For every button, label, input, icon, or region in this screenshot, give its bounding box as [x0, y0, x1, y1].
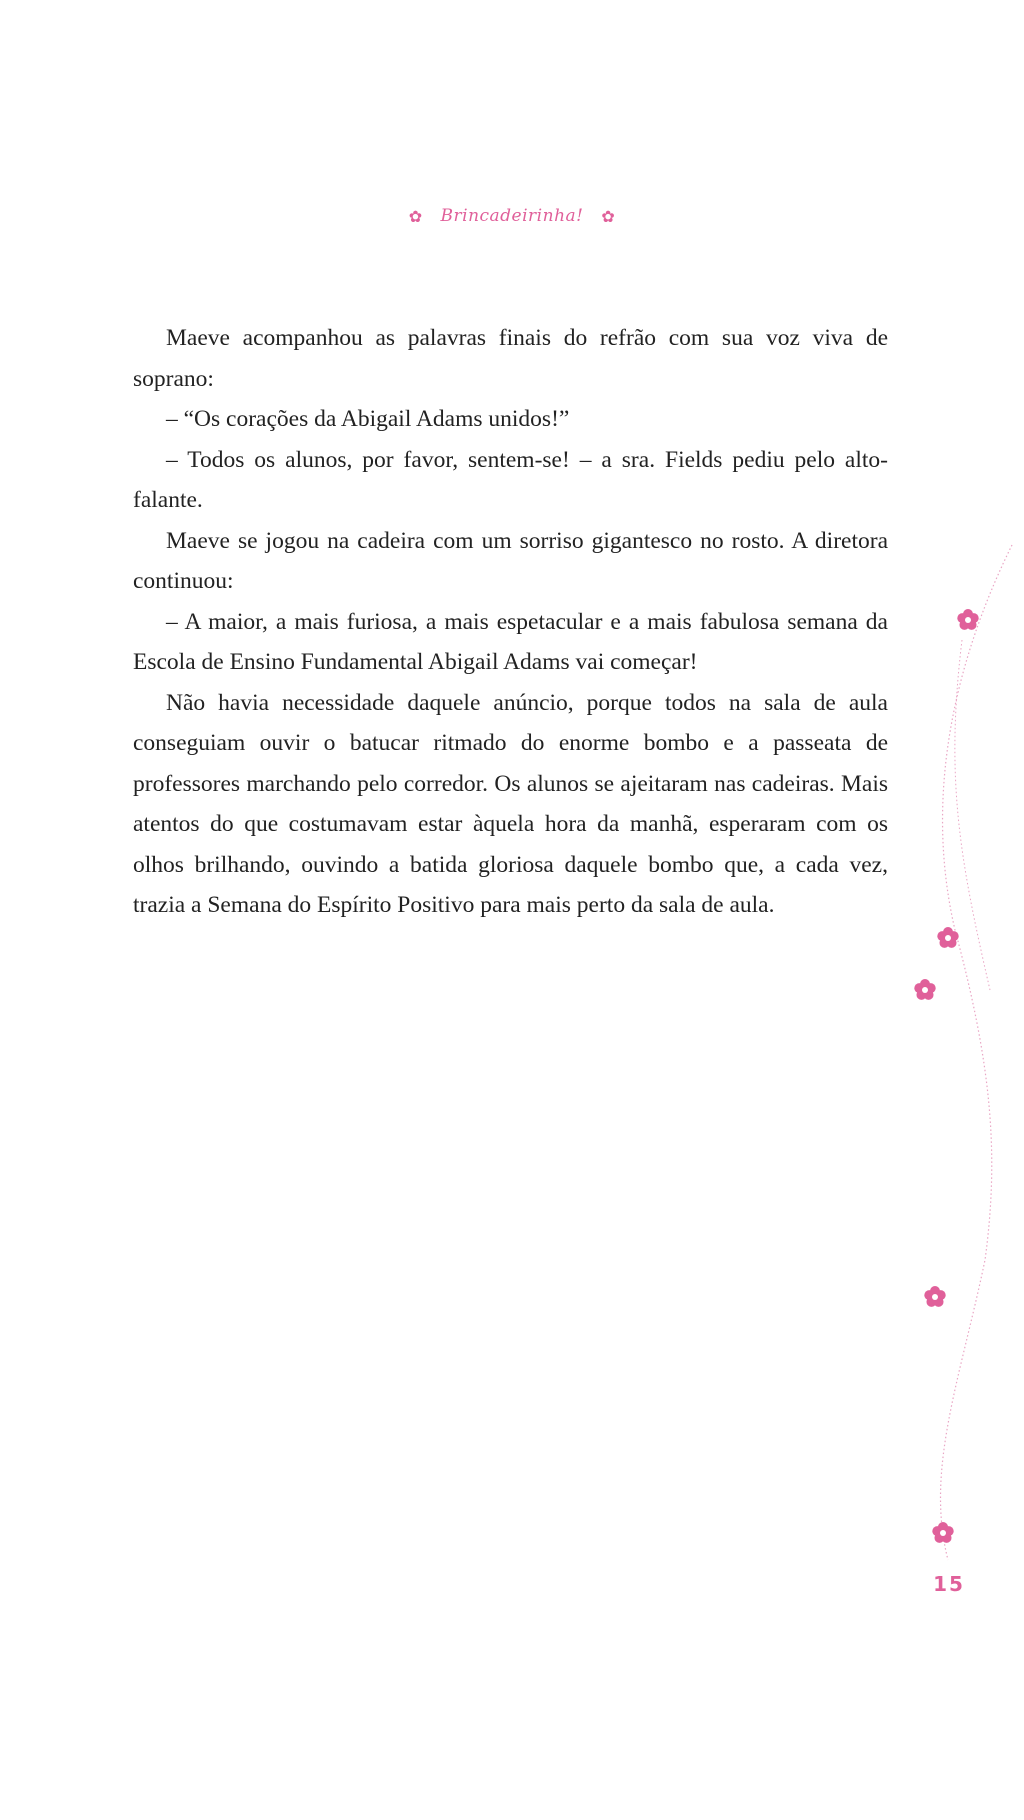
vine-line: [941, 545, 1012, 1560]
running-title: Brincadeirinha!: [440, 206, 584, 226]
flower-icon: [957, 609, 978, 630]
paragraph: – “Os corações da Abigail Adams unidos!”: [166, 406, 570, 432]
flower-icon: [914, 979, 935, 1000]
ornament-right-icon: ✿: [601, 207, 616, 226]
flower-icon: [932, 1522, 953, 1543]
flower-icon: [937, 927, 958, 948]
page-number: 15: [933, 1572, 965, 1596]
body-text: [133, 318, 888, 926]
paragraph: – Todos os alunos, por favor, sentem-se! – a sra. Fields pediu pelo alto-falante.: [133, 446, 888, 513]
vine-line-secondary: [955, 640, 990, 990]
paragraph: Não havia necessidade daquele anúncio, porque todos na sala de aula conseguiam ouvir o batucar ritmado do enorme bombo e a passeata de professores marchando pelo corredor. Os alunos se ajeitaram nas cadeiras. Mais atentos do que costumavam estar àquela hora da manhã, esperaram com os olhos brilhando, ouvindo a batida gloriosa daquele bombo que, a cada vez, trazia a Semana do Espírito Positivo para mais perto da sala de aula.: [133, 689, 888, 918]
running-header: [0, 206, 1024, 226]
paragraph: – A maior, a mais furiosa, a mais espetacular e a mais fabulosa semana da Escola de Ensino Fundamental Abigail Adams vai começar!: [133, 608, 888, 675]
flower-icon: [924, 1286, 945, 1307]
ornament-left-icon: ✿: [408, 207, 423, 226]
paragraph: Maeve acompanhou as palavras finais do refrão com sua voz viva de soprano:: [133, 325, 888, 392]
paragraph: Maeve se jogou na cadeira com um sorriso gigantesco no rosto. A diretora continuou:: [133, 527, 888, 594]
